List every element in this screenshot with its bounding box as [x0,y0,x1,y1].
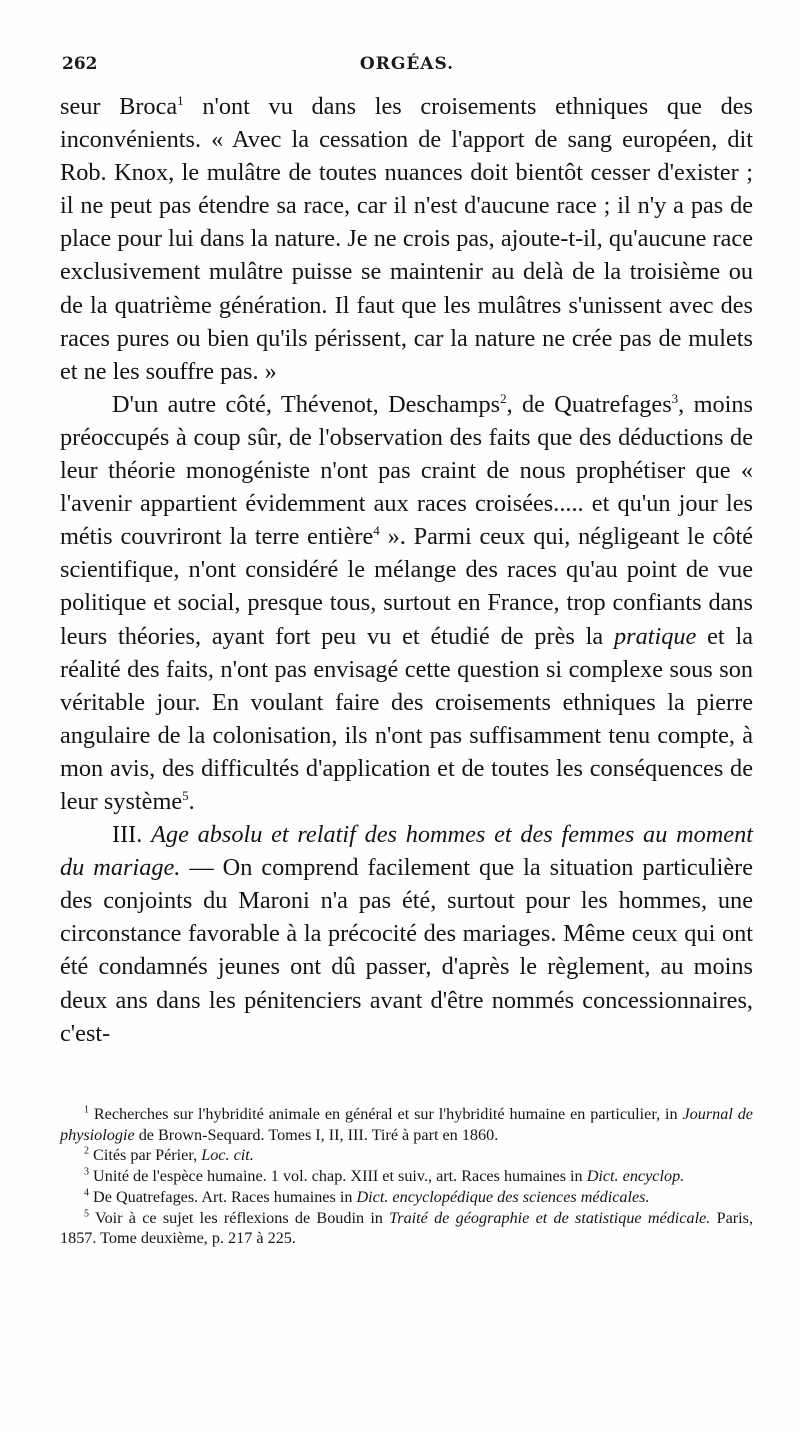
footnote-ref: 4 [373,523,380,539]
footnote-mark: 2 [84,1146,89,1158]
footnote-3 [60,1166,753,1187]
footnote-ref: 3 [671,390,679,406]
footnote-1 [60,1104,753,1145]
footnote-2 [60,1145,753,1166]
footnote-5 [60,1208,753,1249]
italic-text: Dict. encyclopédique des sciences médicales. [356,1187,650,1206]
footnote-ref: 1 [177,92,184,108]
text-run: n'ont vu dans les croisements ethniques que des inconvénients. « Avec la cessation de l'apport de sang européen, dit Rob. Knox, le mulâtre de toutes nuances doit bientôt cesser d'exister ; il ne peut pas étendre sa race, car il n'est d'aucune race ; il n'y a pas de place pour lui dans la nature. Je ne crois pas, ajoute-t-il, qu'aucune race exclusivement mulâtre puisse se maintenir au delà de la troisième ou de la quatrième génération. Il faut que les mulâtres s'unissent avec des races pures ou bien qu'ils périssent, car la nature ne crée pas de mulets et ne les souffre pas. » [60,93,753,385]
text-run: de Brown-Sequard. Tomes I, II, III. Tiré à part en 1860. [134,1125,499,1144]
text-run: D'un autre côté, Thévenot, Deschamps [112,390,501,418]
section-title: Age absolu et relatif des hommes et des femmes au moment du mariage. [60,821,753,882]
text-run: De Quatrefages. Art. Races humaines in [93,1187,357,1206]
paragraph-3-section-heading [60,818,753,1050]
text-run: ». Parmi ceux qui, négligeant le côté scientifique, n'ont considéré le mélange des races qu'au point de vue politique et social, presque tous, surtout en France, trop confiants dans leurs théories, ayant fort peu vu et étudié de près la [60,523,753,650]
footnote-ref: 2 [500,390,507,406]
text-run: , de Quatrefages [506,390,672,418]
footnote-mark: 4 [84,1187,89,1199]
page-number: 262 [62,54,98,74]
section-number: III. [112,821,152,849]
page-header [62,54,752,84]
italic-text: pratique [613,622,697,650]
running-title: ORGÉAS. [359,54,455,74]
main-text [60,90,753,1050]
footnote-mark: 3 [84,1166,89,1178]
italic-text: Journal de physiologie [60,1105,753,1144]
text-run: Unité de l'espèce humaine. 1 vol. chap. XIII et suiv., art. Races humaines in [93,1167,587,1186]
paragraph-1 [60,90,753,388]
text-run: , moins préoccupés à coup sûr, de l'observation des faits que des déductions de leur théorie monogéniste n'ont pas craint de nous prophétiser que « l'avenir appartient évidemment aux races croisées..... et qu'un jour les métis couvriront la terre entière [60,390,753,551]
text-run: Paris, 1857. Tome deuxième, p. 217 à 225. [60,1208,753,1248]
italic-text: Traité de géographie et de statistique médicale. [389,1208,711,1227]
footnote-4 [60,1187,753,1208]
footnote-mark: 5 [84,1208,89,1220]
footnote-ref: 5 [182,787,189,803]
text-run: Voir à ce sujet les réflexions de Boudin in [94,1208,390,1227]
text-run: Recherches sur l'hybridité animale en général et sur l'hybridité humaine en particulier, in [93,1105,683,1123]
paragraph-2 [60,388,753,818]
text-run: seur Broca [60,93,178,120]
footnotes [60,1104,753,1249]
text-run: Cités par Périer, [93,1146,202,1165]
text-run: . [188,787,195,815]
text-run: — On comprend facilement que la situation particulière des conjoints du Maroni n'a pas été, surtout pour les hommes, une circonstance favorable à la précocité des mariages. Même ceux qui ont été condamnés jeunes ont dû passer, d'après le règlement, au moins deux ans dans les pénitenciers avant d'être nommés concessionnaires, c'est- [60,854,753,1047]
footnote-mark: 1 [84,1104,89,1116]
text-run: et la réalité des faits, n'ont pas envisagé cette question si complexe sous son véritable jour. En voulant faire des croisements ethniques la pierre angulaire de la colonisation, ils n'ont pas suffisamment tenu compte, à mon avis, des difficultés d'application et de toutes les conséquences de leur système [60,622,753,815]
italic-text: Loc. cit. [201,1146,254,1165]
italic-text: Dict. encyclop. [586,1167,685,1186]
